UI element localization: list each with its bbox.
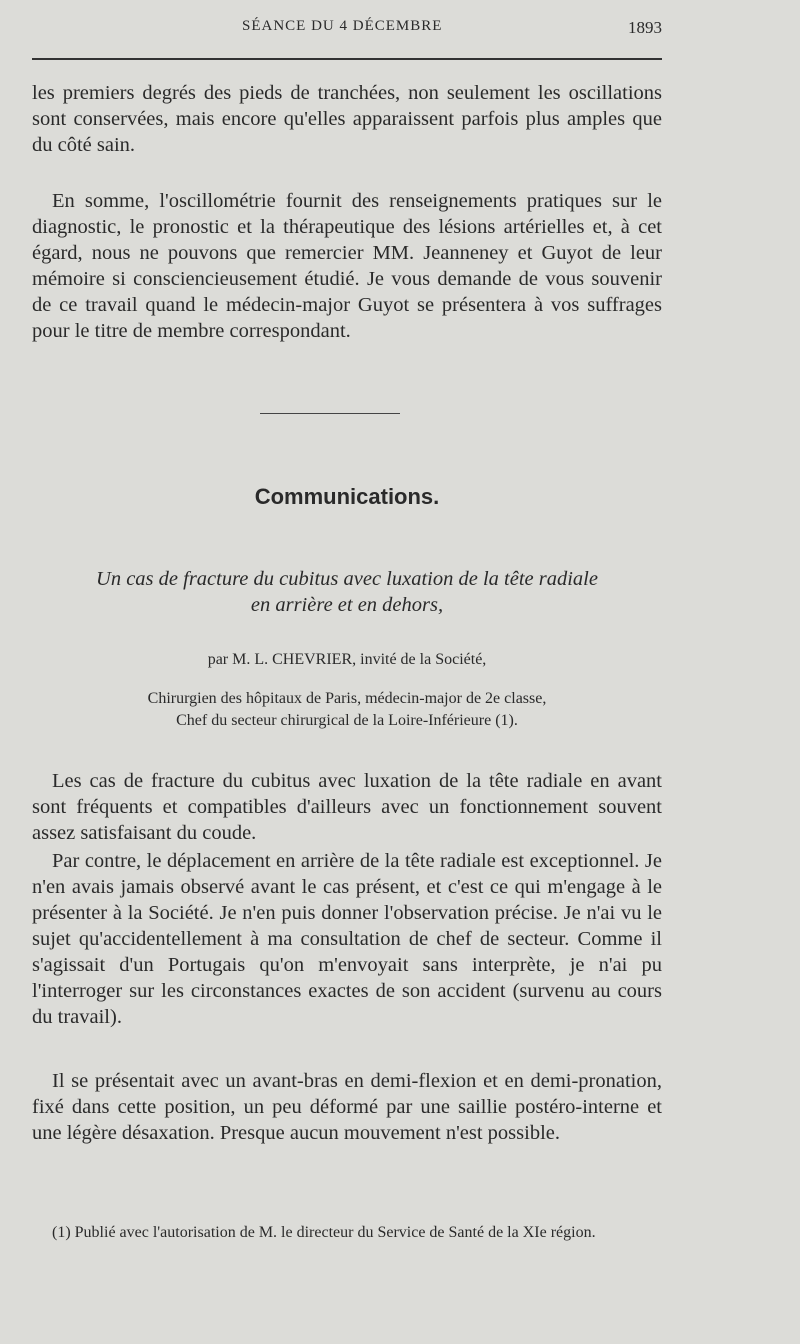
article-paragraph-2: Par contre, le déplacement en arrière de la tête radiale est exceptionnel. Je n'en avais jamais observé avant le cas présent, et c'est ce qui m'engage à le présenter à la Société. Je n'en puis donner l'observation précise. Je n'ai vu le sujet qu'accidentellement à ma consultation de chef de secteur. Comme il s'agissait d'un Portugais qu'on m'envoyait sans interprète, je n'ai pu l'interroger sur les circonstances exactes de son accident (survenu au cours du travail). [32, 850, 662, 1028]
header-rule [32, 58, 662, 60]
running-title: SÉANCE DU 4 DÉCEMBRE [242, 18, 443, 34]
section-heading: Communications. [254, 484, 440, 509]
article-title-line-2: en arrière et en dehors, [250, 594, 444, 616]
paragraph-summary: En somme, l'oscillométrie fournit des renseignements pratiques sur le diagnostic, le pronostic et la thérapeutique des lésions artérielles et, à cet égard, nous ne pouvons que remercier MM. Jeanneney et Guyot de leur mémoire si consciencieusement étudié. Je vous demande de vous souvenir de ce travail quand le médecin-major Guyot se présentera à vos suffrages pour le titre de membre correspondant. [32, 190, 662, 342]
article-paragraph-1: Les cas de fracture du cubitus avec luxation de la tête radiale en avant sont fréquents et compatibles d'ailleurs avec un fonctionnement souvent assez satisfaisant du coude. [32, 770, 662, 844]
affiliation-line-2: Chef du secteur chirurgical de la Loire-Inférieure (1). [176, 712, 518, 729]
page-number: 1893 [628, 18, 662, 37]
affiliation-line-1: Chirurgien des hôpitaux de Paris, médecin-major de 2e classe, [147, 690, 547, 707]
section-separator [260, 413, 400, 414]
paragraph-continuation: les premiers degrés des pieds de tranchées, non seulement les oscillations sont conservées, mais encore qu'elles apparaissent parfois plus amples que du côté sain. [32, 82, 662, 156]
footnote: (1) Publié avec l'autorisation de M. le directeur du Service de Santé de la XIe région. [52, 1224, 596, 1241]
article-title-line-1: Un cas de fracture du cubitus avec luxation de la tête radiale [96, 568, 598, 590]
article-paragraph-3: Il se présentait avec un avant-bras en demi-flexion et en demi-pronation, fixé dans cette position, un peu déformé par une saillie postéro-interne et une légère désaxation. Presque aucun mouvement n'est possible. [32, 1070, 662, 1144]
author-affiliation [32, 688, 662, 732]
article-byline: par M. L. CHEVRIER, invité de la Société, [207, 651, 487, 668]
running-header [32, 18, 662, 44]
article-title [32, 566, 662, 618]
